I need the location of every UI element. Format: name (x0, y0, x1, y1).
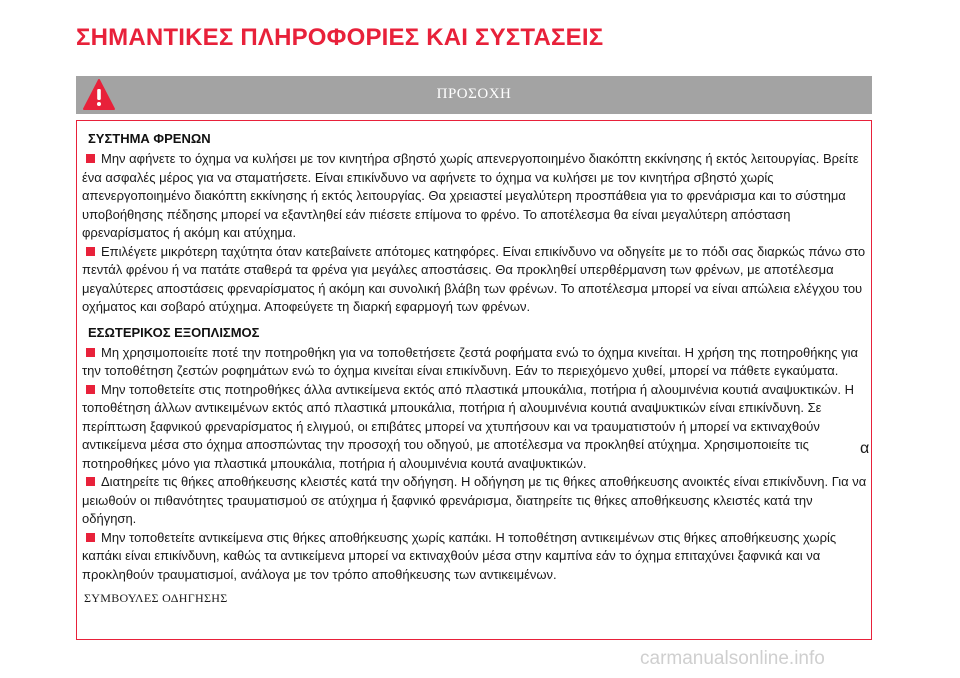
content (82, 124, 870, 606)
bullet-icon (86, 477, 95, 486)
bullet-icon (86, 247, 95, 256)
bullet-icon (86, 154, 95, 163)
section-footer-label: ΣΥΜΒΟΥΛΕΣ ΟΔΗΓΗΣΗΣ (84, 591, 228, 605)
watermark: carmanualsonline.info (640, 648, 825, 669)
page-title: ΣΗΜΑΝΤΙΚΕΣ ΠΛΗΡΟΦΟΡΙΕΣ ΚΑΙ ΣΥΣΤΑΣΕΙΣ (76, 24, 604, 51)
list-item: Διατηρείτε τις θήκες αποθήκευσης κλειστές κατά την οδήγηση. Η οδήγηση με τις θήκες αποθήκευσης ανοικτές είναι επικίνδυνη. Για να μειωθούν οι πιθανότητες τραυματισμού σε ατύχημα ή ξαφνικό φρενάρισμα, διατηρείτε τις θήκες αποθήκευσης κλειστές κατά την οδήγηση. (82, 474, 867, 526)
section-heading-interior: ΕΣΩΤΕΡΙΚΟΣ ΕΞΟΠΛΙΣΜΟΣ (88, 324, 260, 340)
list-item: Μην τοποθετείτε στις ποτηροθήκες άλλα αντικείμενα εκτός από πλαστικά μπουκάλια, ποτήρια ή αλουμινένια κουτιά αναψυκτικών. Η τοποθέτηση άλλων αντικειμένων εκτός από πλαστικά μπουκάλια, ποτήρια ή αλουμινένια κουτιά αναψυκτικών είναι επικίνδυνη. Σε περίπτωση ξαφνικού φρεναρίσματος ή ελιγμού, οι επιβάτες μπορεί να χτυπήσουν και να τραυματιστούν ή μπορεί να εκτιναχθούν αντικείμενα μέσα στο όχημα αποσπώντας την προσοχή του οδηγού, με αποτέλεσμα να προκληθεί ατύχημα. Χρησιμοποιείτε τις ποτηροθήκες μόνο για πλαστικά μπουκάλια, ποτήρια ή αλουμινένια κουτά αναψυκτικών. (82, 381, 854, 471)
list-item: Επιλέγετε μικρότερη ταχύτητα όταν κατεβαίνετε απότομες κατηφόρες. Είναι επικίνδυνο να οδηγείτε με το πόδι σας διαρκώς πάνω στο πεντάλ φρένου ή να πατάτε σταθερά τα φρένα για μεγάλες αποστάσεις. Θα προκληθεί υπερθέρμανση των φρένων, με αποτέλεσμα μεγαλύτερες αποστάσεις φρεναρίσματος ή ακόμη και συνολική βλάβη των φρένων. Το αποτέλεσμα μπορεί να είναι απώλεια ελέγχου του οχήματος και σοβαρό ατύχημα. Αποφεύγετε τη διαρκή εφαρμογή των φρένων. (82, 243, 866, 314)
bullet-icon (86, 348, 95, 357)
caution-label: ΠΡΟΣΟΧΗ (436, 86, 512, 102)
list-item: Μην τοποθετείτε αντικείμενα στις θήκες αποθήκευσης χωρίς καπάκι. Η τοποθέτηση αντικειμένων στις θήκες αποθήκευσης χωρίς καπάκι είναι επικίνδυνη, καθώς τα αντικείμενα μπορεί να εκτιναχθούν μέσα στην καμπίνα εάν το όχημα επιταχύνει ξαφνικά και να προκληθούν τραυματισμοί, ανάλογα με τον τρόπο αποθήκευσης των αντικειμένων. (82, 529, 837, 582)
list-item: Μην αφήνετε το όχημα να κυλήσει με τον κινητήρα σβηστό χωρίς απενεργοποιημένο διακόπτη εκκίνησης ή εκτός λειτουργίας. Βρείτε ένα ασφαλές μέρος για να σταματήσετε. Είναι επικίνδυνο να αφήνετε το όχημα να κυλήσει με τον κινητήρα σβηστό χωρίς απενεργοποιημένο διακόπτη εκκίνησης ή εκτός λειτουργίας. Θα χρειαστεί μεγαλύτερη προσπάθεια για το φρενάρισμα και το σύστημα υποβοήθησης πέδησης μπορεί να εξαντληθεί εάν πιέσετε επίμονα το φρένο. Το αποτέλεσμα θα είναι μεγαλύτερη απόσταση φρεναρίσματος ή ακόμη και ατύχημα. (82, 151, 859, 240)
bullet-icon (86, 533, 95, 542)
list-item: Μη χρησιμοποιείτε ποτέ την ποτηροθήκη για να τοποθετήσετε ζεστά ροφήματα ενώ το όχημα κινείται. Η χρήση της ποτηροθήκης για την τοποθέτηση ζεστών ροφημάτων ενώ το όχημα κινείται είναι επικίνδυνη. Εάν το περιεχόμενο χυθεί, μπορεί να πάθετε εγκαύματα. (82, 344, 858, 378)
caution-bar (76, 76, 872, 114)
bullet-icon (86, 385, 95, 394)
side-tab-letter: α (860, 440, 870, 457)
section-heading-brakes: ΣΥΣΤΗΜΑ ΦΡΕΝΩΝ (88, 131, 211, 146)
